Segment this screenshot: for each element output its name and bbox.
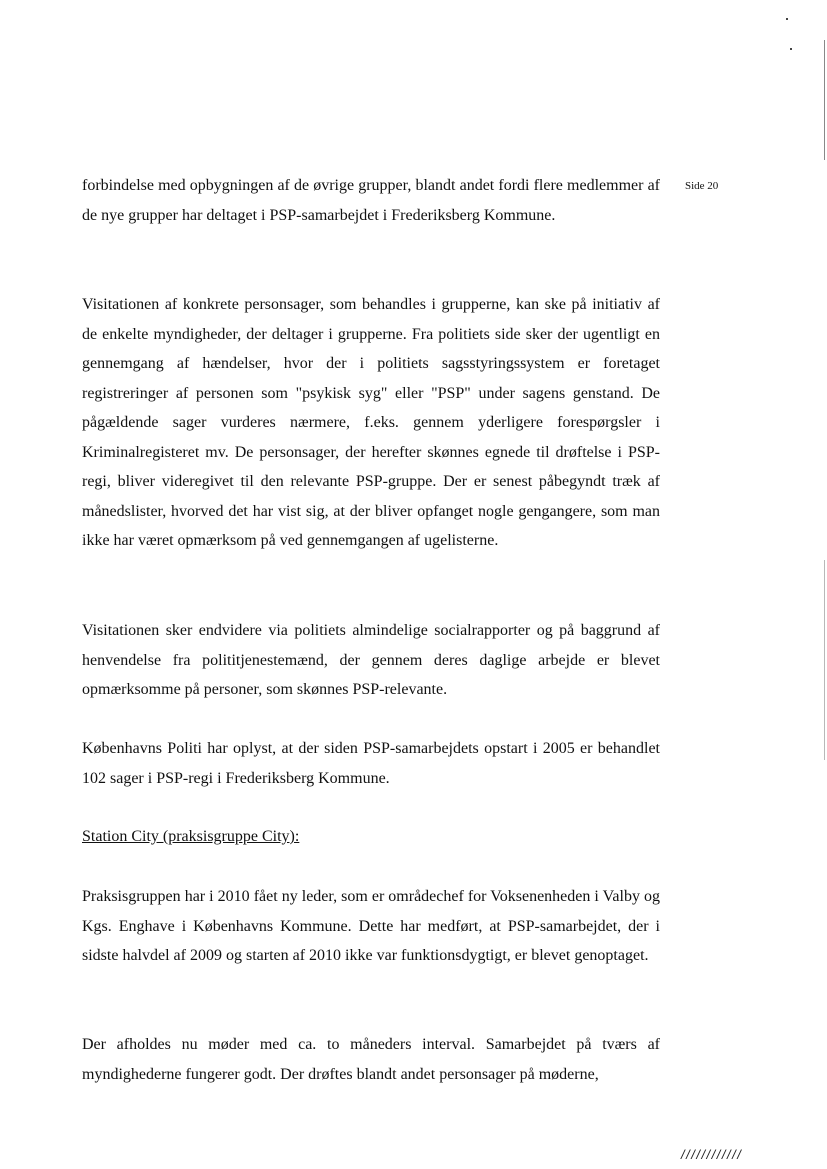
scan-tick-marks: //////////// bbox=[681, 1147, 743, 1162]
scan-artifact-dot bbox=[790, 48, 792, 50]
scan-artifact-dot bbox=[786, 18, 788, 20]
paragraph-visitation: Visitationen af konkrete personsager, som behandles i grupperne, kan ske på initiativ af de enkelte myndigheder, der deltager i grupperne. Fra politiets side sker der ugentligt en gennemgang af hændelser, hvor der i politiets sagsstyringssystem er foretaget registreringer af personen som "psykisk syg" eller "PSP" under sagens genstand. De pågældende sager vurderes nærmere, f.eks. gennem yderligere forespørgsler i Kriminalregisteret mv. De personsager, der herefter skønnes egnede til drøftelse i PSP-regi, bliver videregivet til den relevante PSP-gruppe. Der er senest påbegyndt træk af månedslister, hvorved det har vist sig, at der bliver opfanget nogle gengangere, som man ikke har været opmærksom på ved gennemgangen af ugelisterne. bbox=[82, 296, 660, 549]
section-heading-station-city: Station City (praksisgruppe City): bbox=[82, 828, 300, 845]
paragraph-socialrapporter: Visitationen sker endvidere via politiets almindelige socialrapporter og på baggrund af henvendelse fra polititjenestemænd, der gennem deres daglige arbejde er blevet opmærksomme på personer, som skønnes PSP-relevante. bbox=[82, 622, 660, 698]
paragraph-case-count: Københavns Politi har oplyst, at der siden PSP-samarbejdets opstart i 2005 er behandlet 102 sager i PSP-regi i Frederiksberg Kommune. bbox=[82, 740, 660, 787]
paragraph-new-leader: Praksisgruppen har i 2010 fået ny leder, som er områdechef for Voksenenheden i Valby og Kgs. Enghave i Københavns Kommune. Dette har medført, at PSP-samarbejdet, der i sidste halvdel af 2009 og starten af 2010 ikke var funktionsdygtigt, er blevet genoptaget. bbox=[82, 888, 660, 964]
scan-edge-line bbox=[824, 560, 825, 760]
paragraph-meetings: Der afholdes nu møder med ca. to måneders interval. Samarbejdet på tværs af myndighederne fungerer godt. Der drøftes blandt andet personsager på møderne, bbox=[82, 1036, 660, 1083]
page-number-label: Side 20 bbox=[685, 180, 719, 192]
scan-edge-line bbox=[824, 40, 825, 160]
paragraph-continuation: forbindelse med opbygningen af de øvrige grupper, blandt andet fordi flere medlemmer af de nye grupper har deltaget i PSP-samarbejdet i Frederiksberg Kommune. bbox=[82, 177, 660, 224]
